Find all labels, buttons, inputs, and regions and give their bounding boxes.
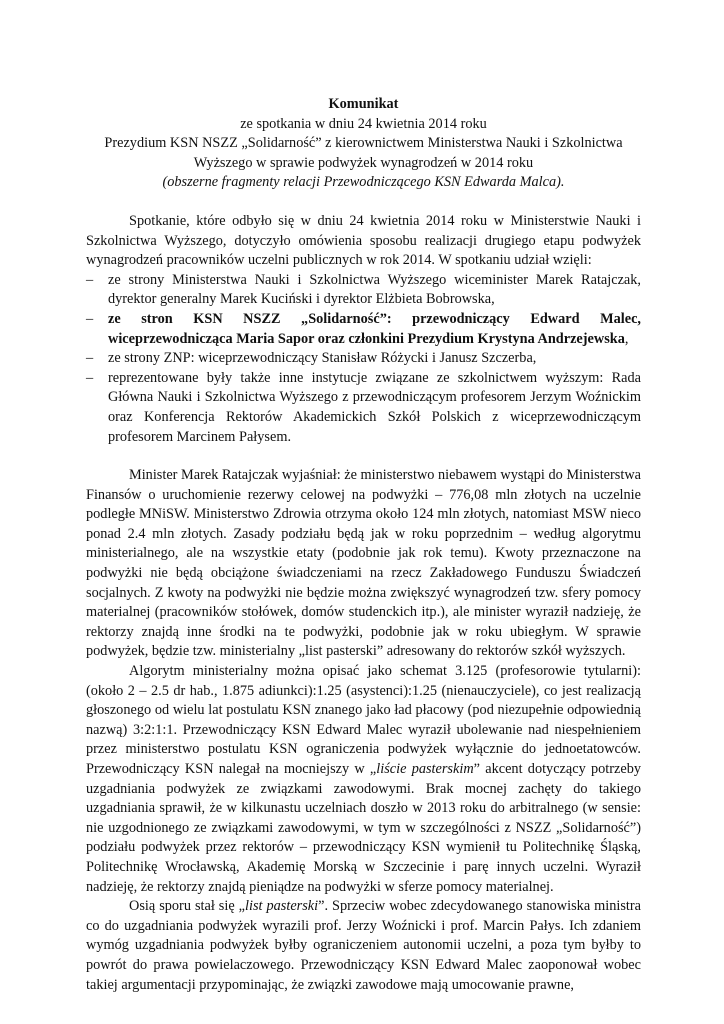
participant-text: ze strony Ministerstwa Nauki i Szkolnictwa Wyższego wiceminister Marek Ratajczak, dyrektor generalny Marek Kuciński i dyrektor Elżbieta Bobrowska, bbox=[108, 271, 641, 308]
paragraph-text: ”. Sprzeciw wobec zdecydowanego stanowiska ministra co do uzgadniania podwyżek wyrazili prof. Jerzy Woźnicki i prof. Marcin Pałys. Ich zdaniem wymóg uzgadniania podwyżek byłby ograniczeniem autonomii uczelni, a poza tym byłby to powrót do prawa powielaczowego. Przewodniczący KSN Edward Malec zaoponował wobec takiej argumentacji przypominając, że związki zawodowe mają umocowanie prawne, bbox=[86, 898, 642, 993]
participant-text-tail: , bbox=[624, 330, 629, 347]
bullet-dash: – bbox=[86, 350, 94, 367]
paragraph-italic-text: list pasterski bbox=[245, 898, 319, 915]
intro-paragraph: Spotkanie, które odbyło się w dniu 24 kwietnia 2014 roku w Ministerstwie Nauki i Szkolnictwa Wyższego, dotyczyło omówienia sposobu realizacji drugiego etapu podwyżek wynagrodzeń pracowników uczelni publicznych w rok 2014. W spotkaniu udział wzięli: bbox=[86, 212, 641, 269]
meeting-parties-line: Prezydium KSN NSZZ „Solidarność” z kierownictwem Ministerstwa Nauki i Szkolnictwa Wyższego w sprawie podwyżek wynagrodzeń w 2014 roku bbox=[104, 135, 623, 171]
participant-item-ksn bbox=[86, 310, 641, 349]
bullet-dash: – bbox=[86, 271, 94, 288]
document-page bbox=[86, 95, 641, 995]
participants-list bbox=[86, 271, 641, 447]
participant-item-others bbox=[86, 369, 641, 447]
participant-text: reprezentowane były także inne instytucje związane ze szkolnictwem wyższym: Rada Główna Nauki i Szkolnictwa Wyższego z przewodniczącym profesorem Jerzym Woźnickim oraz Konferencja Rektorów Akademickich Szkół Polskich z wiceprzewodniczącym profesorem Marcinem Pałysem. bbox=[108, 369, 641, 445]
bullet-dash: – bbox=[86, 369, 94, 386]
paragraph-text: Minister Marek Ratajczak wyjaśniał: że ministerstwo niebawem wystąpi do Ministerstwa Finansów o uruchomienie rezerwy celowej na podwyżki – 776,08 mln złotych na uczelnie podległe MNiSW. Ministerstwo Zdrowia otrzyma około 124 mln złotych, natomiast MSW nieco ponad 2.4 mln złotych. Zasady podziału będą jak w roku poprzednim – według algorytmu ministerialnego, ale na wszystkie etaty (podobnie jak rok temu). Kwoty przeznaczone na podwyżki nie będą obciążone świadczeniami na rzecz Zakładowego Funduszu Świadczeń socjalnych. Z kwoty na podwyżki nie będzie można zwiększyć wynagrodzeń tzw. sfery pomocy materialnej (pracowników stołówek, domów studenckich itp.), ale minister wyraził nadzieję, że rektorzy znajdą inne środki na te podwyżki, podobnie jak w roku ubiegłym. W sprawie podwyżek, będzie tzw. ministerialny „list pasterski” adresowany do rektorów szkół wyższych. bbox=[86, 467, 641, 660]
paragraph-dispute bbox=[86, 897, 641, 995]
participant-text: ze strony ZNP: wiceprzewodniczący Stanisław Różycki i Janusz Szczerba, bbox=[108, 350, 537, 367]
paragraph-text: Algorytm ministerialny można opisać jako schemat 3.125 (profesorowie tytularni): (około 2 – 2.5 dr hab., 1.875 adiunkci):1.25 (asystenci):1.25 (nienauczyciele), co jest realizacją głoszonego od wielu lat postulatu KSN znanego jako ład płacowy (pod niezupełnie odpowiednią nazwą) 3:2:1:1. Przewodniczący KSN Edward Malec wyraził ubolewanie nad niespełnieniem przez ministerstwo postulatu KSN ograniczenia podwyżek wyłącznie do jednoetatowców. Przewodniczący KSN nalegał na mocniejszy w „ bbox=[86, 663, 641, 777]
paragraph-minister-statement bbox=[86, 466, 641, 662]
paragraph-algorithm bbox=[86, 662, 641, 897]
participant-item-ministry bbox=[86, 271, 641, 310]
document-subtitle: (obszerne fragmenty relacji Przewodniczącego KSN Edwarda Malca). bbox=[162, 174, 565, 191]
participant-text: ze stron KSN NSZZ „Solidarność”: przewodniczący Edward Malec, wiceprzewodnicząca Maria Sapor oraz członkini Prezydium Krystyna Andrzejewska bbox=[108, 310, 641, 347]
paragraph-italic-text: liście pasterskim bbox=[376, 761, 474, 777]
meeting-date-line: ze spotkania w dniu 24 kwietnia 2014 roku bbox=[240, 115, 487, 132]
paragraph-text: ” akcent dotyczący potrzeby uzgadniania podwyżek ze związkami zawodowymi. Brak mocnej zachęty do takiego uzgadniania sprawił, że w kilkunastu uczelniach doszło w 2013 roku do arbitralnego (w sensie: nie uzgodnionego ze związkami zawodowymi, w tym w szczególności z NSZZ „Solidarność”) podziału podwyżek przez rektorów – przewodniczący KSN wymienił tu Politechnikę Śląską, Politechnikę Wrocławską, Akademię Morską w Szczecinie i parę innych uczelni. Wyraził nadzieję, że rektorzy znajdą pieniądze na podwyżki w sferze pomocy materialnej. bbox=[86, 761, 641, 895]
document-title: Komunikat bbox=[328, 96, 399, 112]
paragraph-text: Osią sporu stał się „ bbox=[129, 898, 246, 915]
bullet-dash: – bbox=[86, 310, 94, 327]
document-header bbox=[86, 95, 641, 193]
participant-item-znp bbox=[86, 349, 641, 369]
